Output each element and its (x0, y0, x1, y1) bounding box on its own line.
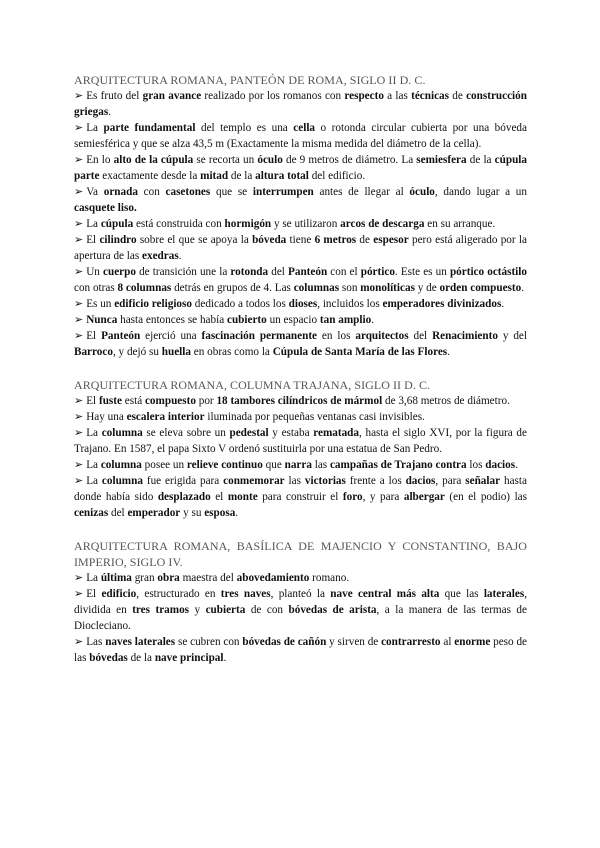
text-run: . (501, 298, 505, 310)
document-section (74, 538, 527, 666)
section-title: ARQUITECTURA ROMANA, PANTEÓN DE ROMA, SIGLO II D. C. (74, 73, 426, 87)
bullet-item (74, 232, 527, 264)
text-run: . (178, 250, 182, 262)
arrow-bullet-icon: ➢ (74, 475, 84, 487)
bold-term: Renacimiento (432, 330, 498, 342)
text-run: a las (383, 90, 412, 102)
text-run: los (466, 459, 486, 471)
text-run: y estaba (268, 427, 314, 439)
bold-term: casquete liso. (74, 202, 137, 214)
bold-term: emperador (127, 507, 181, 519)
bold-term: semiesfera (416, 154, 467, 166)
bold-term: espesor (373, 234, 409, 246)
text-run: , dando lugar a un (434, 186, 527, 198)
bold-term: pórtico octástilo (449, 266, 527, 278)
text-run: se cubren con (175, 636, 243, 648)
text-run: las (284, 475, 305, 487)
bold-term: bóvedas de arista (288, 604, 377, 616)
text-run: posee un (141, 459, 187, 471)
bold-term: cubierto (226, 314, 267, 326)
text-run: El (86, 395, 99, 407)
text-run: y de (414, 282, 440, 294)
bold-term: contrarresto (381, 636, 441, 648)
text-run: , y para (362, 491, 404, 503)
text-run: La (86, 572, 101, 584)
bold-term: escalera interior (126, 411, 205, 423)
bold-term: monte (227, 491, 258, 503)
bold-term: parte fundamental (103, 122, 196, 134)
text-run: se recorta un (193, 154, 258, 166)
text-run: , para (435, 475, 466, 487)
text-run: Es fruto del (86, 90, 143, 102)
arrow-bullet-icon: ➢ (74, 186, 84, 198)
document-section (74, 72, 527, 360)
arrow-bullet-icon: ➢ (74, 298, 84, 310)
bullet-item (74, 457, 527, 473)
bold-term: columna (100, 459, 142, 471)
bold-term: columnas (293, 282, 340, 294)
bold-term: cenizas (74, 507, 109, 519)
bold-term: alto de la cúpula (113, 154, 194, 166)
text-run: con otras (74, 282, 118, 294)
bold-term: 6 metros (314, 234, 357, 246)
arrow-bullet-icon: ➢ (74, 218, 84, 230)
bold-term: dacios (485, 459, 516, 471)
text-run: Un (86, 266, 104, 278)
text-run: Va (86, 186, 104, 198)
text-run: de 9 metros de diámetro. La (282, 154, 417, 166)
section-title: ARQUITECTURA ROMANA, BASÍLICA DE MAJENCIO Y CONSTANTINO, BAJO IMPERIO, SIGLO IV. (74, 539, 527, 569)
bullet-item (74, 184, 527, 216)
arrow-bullet-icon: ➢ (74, 330, 84, 342)
bold-term: cuerpo (103, 266, 136, 278)
text-run: el (210, 491, 228, 503)
bold-term: cúpula parte (74, 154, 527, 182)
text-run: tiene (286, 234, 315, 246)
bullet-item (74, 473, 527, 521)
text-run: del templo es una (195, 122, 294, 134)
bold-term: Panteón (288, 266, 328, 278)
text-run: . (371, 314, 374, 326)
bold-term: dioses (288, 298, 318, 310)
text-run: La (86, 475, 102, 487)
bold-term: Cúpula de Santa María de las Flores (272, 346, 448, 358)
text-run: que las (439, 588, 484, 600)
text-run: Hay una (86, 411, 127, 423)
bold-term: obra (157, 572, 180, 584)
bold-term: fuste (98, 395, 122, 407)
bold-term: tan amplio (319, 314, 372, 326)
text-run: . (515, 459, 518, 471)
text-run: , y dejó su (112, 346, 162, 358)
text-run: , planteó la (270, 588, 331, 600)
text-run: , incluidos los (317, 298, 383, 310)
bold-term: señalar (465, 475, 501, 487)
bullet-item (74, 152, 527, 184)
bullet-item (74, 88, 527, 120)
text-run: , estructurado en (136, 588, 221, 600)
bold-term: conmemorar (223, 475, 285, 487)
text-run: realizado por los romanos con (201, 90, 345, 102)
bold-term: cella (293, 122, 316, 134)
bullet-item (74, 296, 527, 312)
bold-term: esposa (204, 507, 236, 519)
text-run: dedicado a todos los (191, 298, 289, 310)
bullet-item (74, 425, 527, 457)
text-run: que (262, 459, 285, 471)
bold-term: naves laterales (105, 636, 176, 648)
bold-term: fascinación permanente (201, 330, 318, 342)
text-run: en su arranque. (424, 218, 496, 230)
bullet-item (74, 120, 527, 152)
text-run: La (86, 459, 101, 471)
text-run: La (86, 122, 104, 134)
text-run: para construir el (257, 491, 343, 503)
text-run: peso de las (74, 636, 528, 664)
bold-term: laterales (483, 588, 525, 600)
text-run: maestra del (179, 572, 237, 584)
bold-term: huella (161, 346, 191, 358)
text-run: . (235, 507, 239, 519)
text-run: y (189, 604, 206, 616)
bullet-item (74, 328, 527, 360)
bullet-item (74, 216, 527, 232)
bold-term: nave central más alta (330, 588, 440, 600)
text-run: de la (228, 170, 256, 182)
arrow-bullet-icon: ➢ (74, 588, 84, 600)
text-run: con (137, 186, 166, 198)
text-run: . Este es un (394, 266, 450, 278)
bold-term: gran avance (142, 90, 202, 102)
bold-term: mitad (200, 170, 229, 182)
arrow-bullet-icon: ➢ (74, 427, 84, 439)
bold-term: cúpula (100, 218, 134, 230)
bold-term: emperadores divinizados (382, 298, 502, 310)
bold-term: última (100, 572, 132, 584)
bold-term: victorias (304, 475, 346, 487)
bold-term: columna (101, 427, 143, 439)
text-run: El (86, 330, 102, 342)
bullet-item (74, 393, 527, 409)
text-run: un espacio (266, 314, 320, 326)
bold-term: nave principal (154, 652, 224, 664)
text-run: , dividida en (74, 588, 527, 616)
bold-term: Barroco (74, 346, 113, 358)
bold-term: construcción griegas (74, 90, 527, 118)
text-run: y su (180, 507, 205, 519)
bold-term: pórtico (360, 266, 395, 278)
bold-term: pedestal (229, 427, 269, 439)
bold-term: relieve continuo (186, 459, 263, 471)
text-run: fue erigida para (142, 475, 224, 487)
bullet-item (74, 312, 527, 328)
bold-term: foro (342, 491, 363, 503)
text-run: con el (327, 266, 361, 278)
arrow-bullet-icon: ➢ (74, 572, 84, 584)
bold-term: casetones (165, 186, 211, 198)
text-run: o rotonda circular cubierta por una bóveda semiesférica y que se alza 43,5 m (Exactamente la misma medida del diámetro de la cella). (74, 122, 527, 150)
section-title: ARQUITECTURA ROMANA, COLUMNA TRAJANA, SIGLO II D. C. (74, 378, 431, 392)
bold-term: tres naves (220, 588, 271, 600)
text-run: hasta donde había sido (74, 475, 527, 503)
bold-term: ornada (103, 186, 138, 198)
bold-term: monolíticas (360, 282, 415, 294)
text-run: en los (317, 330, 356, 342)
text-run: y del (497, 330, 527, 342)
text-run: al (440, 636, 455, 648)
text-run: de (356, 234, 374, 246)
text-run: . (108, 106, 111, 118)
bullet-item (74, 264, 527, 296)
text-run: . (447, 346, 450, 358)
text-run: En lo (86, 154, 114, 166)
text-run: de con (245, 604, 289, 616)
text-run: son (339, 282, 361, 294)
text-run: exactamente desde la (99, 170, 201, 182)
arrow-bullet-icon: ➢ (74, 411, 84, 423)
text-run: frente a los (345, 475, 406, 487)
arrow-bullet-icon: ➢ (74, 90, 84, 102)
text-run: detrás en grupos de 4. Las (171, 282, 294, 294)
text-run: y sirven de (326, 636, 382, 648)
bold-term: arquitectos (355, 330, 409, 342)
bold-term: desplazado (157, 491, 211, 503)
text-run: gran (131, 572, 158, 584)
text-run: las (311, 459, 330, 471)
bold-term: tres tramos (132, 604, 190, 616)
bold-term: cubierta (205, 604, 246, 616)
text-run: que se (210, 186, 253, 198)
text-run: de transición une la (135, 266, 231, 278)
bullet-item (74, 409, 527, 425)
text-run: y se utilizaron (271, 218, 341, 230)
bold-term: 8 columnas (117, 282, 172, 294)
bold-term: hormigón (224, 218, 272, 230)
bold-term: dacios (405, 475, 436, 487)
bullet-item (74, 586, 527, 634)
document-section (74, 377, 527, 521)
arrow-bullet-icon: ➢ (74, 122, 84, 134)
text-run: pero está aligerado por la apertura de las (74, 234, 527, 262)
bold-term: exedras (142, 250, 179, 262)
bold-term: óculo (409, 186, 435, 198)
text-run: Las (86, 636, 106, 648)
text-run: (en el podio) las (444, 491, 527, 503)
arrow-bullet-icon: ➢ (74, 154, 84, 166)
bullet-item (74, 634, 527, 666)
text-run: por (195, 395, 217, 407)
text-run: . (223, 652, 227, 664)
text-run: del edificio. (308, 170, 366, 182)
text-run: se eleva sobre un (142, 427, 230, 439)
text-run: de la (466, 154, 495, 166)
bold-term: columna (101, 475, 143, 487)
text-run: hasta entonces se había (117, 314, 227, 326)
bold-term: bóveda (252, 234, 287, 246)
arrow-bullet-icon: ➢ (74, 395, 84, 407)
text-run: del (268, 266, 289, 278)
text-run: de la (127, 652, 155, 664)
bold-term: rotonda (230, 266, 269, 278)
text-run: antes de llegar al (313, 186, 410, 198)
text-run: iluminada por pequeñas ventanas casi invisibles. (204, 411, 425, 423)
text-run: de (449, 90, 467, 102)
bold-term: orden compuesto (439, 282, 522, 294)
bold-term: compuesto (144, 395, 196, 407)
bold-term: rematada (313, 427, 359, 439)
text-run: sobre el que se apoya la (136, 234, 253, 246)
bold-term: albergar (403, 491, 445, 503)
text-run: , a la manera de las termas de Diocleciano. (74, 604, 527, 632)
text-run: romano. (309, 572, 350, 584)
bold-term: edificio (101, 588, 137, 600)
bold-term: interrumpen (252, 186, 314, 198)
bold-term: edificio religioso (114, 298, 192, 310)
bold-term: bóvedas de cañón (242, 636, 327, 648)
bold-term: cilindro (99, 234, 137, 246)
text-run: Es un (86, 298, 115, 310)
text-run: ejerció una (140, 330, 202, 342)
text-run: en obras como la (190, 346, 273, 358)
bold-term: técnicas (411, 90, 449, 102)
text-run: La (86, 427, 102, 439)
text-run: está construida con (133, 218, 225, 230)
text-run: . (521, 282, 525, 294)
text-run: El (86, 588, 102, 600)
text-run: de 3,68 metros de diámetro. (382, 395, 510, 407)
arrow-bullet-icon: ➢ (74, 234, 84, 246)
arrow-bullet-icon: ➢ (74, 314, 84, 326)
bold-term: Panteón (101, 330, 141, 342)
bold-term: bóvedas (89, 652, 128, 664)
arrow-bullet-icon: ➢ (74, 636, 84, 648)
bold-term: arcos de descarga (340, 218, 425, 230)
bold-term: altura total (255, 170, 309, 182)
bold-term: enorme (454, 636, 491, 648)
text-run: del (408, 330, 433, 342)
text-run: La (86, 218, 101, 230)
bold-term: campañas de Trajano contra (329, 459, 467, 471)
text-run: El (86, 234, 100, 246)
bold-term: Nunca (86, 314, 118, 326)
bold-term: 18 tambores cilíndricos de mármol (216, 395, 383, 407)
bold-term: abovedamiento (236, 572, 310, 584)
text-run: está (121, 395, 145, 407)
bullet-item (74, 570, 527, 586)
arrow-bullet-icon: ➢ (74, 459, 84, 471)
arrow-bullet-icon: ➢ (74, 266, 84, 278)
bold-term: narra (284, 459, 312, 471)
text-run: del (108, 507, 128, 519)
bold-term: óculo (257, 154, 283, 166)
bold-term: respecto (344, 90, 384, 102)
text-run: , hasta el siglo XVI, por la figura de Trajano. En 1587, el papa Sixto V ordenó sustituirla por una estatua de San Pedro. (74, 427, 527, 455)
